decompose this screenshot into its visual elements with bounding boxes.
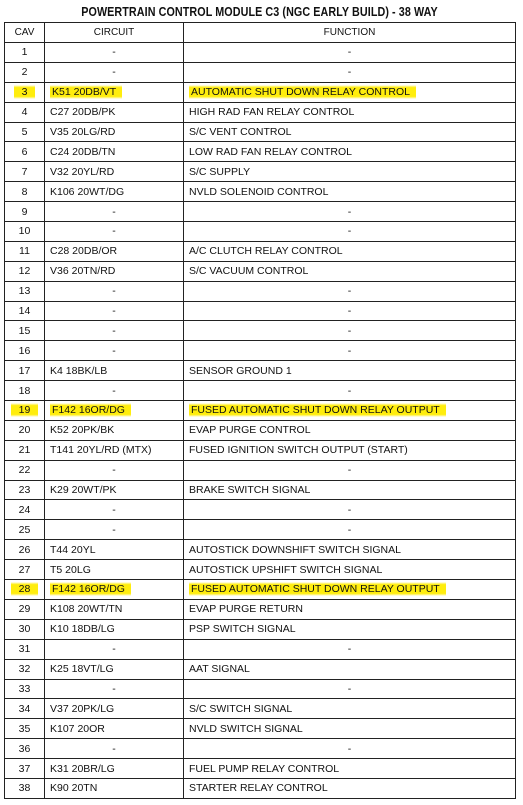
cav-cell [5,261,45,281]
cav-cell [5,162,45,182]
cav-cell [5,241,45,261]
cav-cell [5,500,45,520]
cav-cell-text: 34 [18,702,31,715]
table-row [5,321,516,341]
function-cell-text: BRAKE SWITCH SIGNAL [189,484,311,497]
table-row [5,202,516,222]
function-cell-text: AAT SIGNAL [189,663,250,676]
function-cell [184,679,516,699]
cav-cell-text: 9 [21,205,28,218]
circuit-cell-text: K108 20WT/TN [50,603,123,616]
cav-cell-text: 28 [11,582,39,596]
table-row [5,639,516,659]
table-row [5,560,516,580]
header-circuit: CIRCUIT [45,23,184,43]
circuit-cell [45,420,184,440]
cav-cell [5,82,45,102]
table-row [5,719,516,739]
circuit-cell [45,440,184,460]
function-cell [184,401,516,421]
function-cell-text: HIGH RAD FAN RELAY CONTROL [189,106,355,119]
function-cell-text: S/C VACUUM CONTROL [189,265,309,278]
cav-cell [5,699,45,719]
function-cell [184,460,516,480]
circuit-cell-text: - [112,523,116,536]
cav-cell-text: 24 [18,503,31,516]
table-row [5,301,516,321]
circuit-cell [45,679,184,699]
cav-cell [5,301,45,321]
circuit-cell-text: V36 20TN/RD [50,265,116,278]
circuit-cell [45,739,184,759]
circuit-cell-text: - [112,344,116,357]
function-cell-text: PSP SWITCH SIGNAL [189,623,296,636]
circuit-cell-text: C28 20DB/OR [50,245,118,258]
function-cell-text: AUTOMATIC SHUT DOWN RELAY CONTROL [189,85,416,99]
circuit-cell [45,460,184,480]
circuit-cell [45,122,184,142]
cav-cell-text: 30 [18,623,31,636]
function-cell-text: EVAP PURGE RETURN [189,603,303,616]
cav-cell-text: 37 [18,762,31,775]
cav-cell-text: 35 [18,722,31,735]
cav-cell-text: 11 [19,245,30,258]
function-cell [184,540,516,560]
circuit-cell [45,759,184,779]
table-row [5,440,516,460]
circuit-cell-text: - [112,46,116,59]
table-row [5,679,516,699]
function-cell-text: SENSOR GROUND 1 [189,364,292,377]
function-cell [184,440,516,460]
cav-cell-text: 12 [18,265,31,278]
circuit-cell [45,43,184,63]
circuit-cell [45,659,184,679]
circuit-cell [45,162,184,182]
cav-cell-text: 36 [18,742,31,755]
function-cell [184,560,516,580]
circuit-cell [45,520,184,540]
circuit-cell-text: T141 20YL/RD (MTX) [50,444,152,457]
cav-cell-text: 21 [18,444,31,457]
circuit-cell-text: V32 20YL/RD [50,165,115,178]
circuit-cell [45,241,184,261]
cav-cell [5,222,45,242]
circuit-cell-text: F142 16OR/DG [50,582,131,596]
circuit-cell-text: K90 20TN [50,782,98,795]
cav-cell [5,62,45,82]
cav-cell-text: 2 [21,66,28,79]
circuit-cell [45,361,184,381]
circuit-cell-text: K29 20WT/PK [50,484,117,497]
cav-cell-text: 13 [18,285,31,298]
function-cell [184,122,516,142]
circuit-cell-text: - [112,643,116,656]
cav-cell [5,759,45,779]
function-cell-text: S/C VENT CONTROL [189,126,292,138]
circuit-cell [45,341,184,361]
table-row [5,480,516,500]
function-cell [184,520,516,540]
function-cell [184,639,516,659]
table-row [5,401,516,421]
cav-cell [5,401,45,421]
circuit-cell-text: - [112,225,116,238]
circuit-cell-text: - [112,324,116,337]
cav-cell [5,639,45,659]
cav-cell-text: 38 [18,782,31,795]
cav-cell-text: 16 [18,344,31,357]
cav-cell [5,43,45,63]
function-cell-text: NVLD SWITCH SIGNAL [189,722,303,735]
table-row [5,759,516,779]
table-row [5,341,516,361]
function-cell [184,739,516,759]
function-cell [184,241,516,261]
function-cell-text: - [347,66,352,79]
circuit-cell [45,381,184,401]
function-cell-text: - [347,205,352,218]
function-cell [184,62,516,82]
table-row [5,122,516,142]
table-row [5,361,516,381]
circuit-cell [45,719,184,739]
function-cell [184,341,516,361]
cav-cell [5,719,45,739]
circuit-cell [45,182,184,202]
table-row [5,222,516,242]
circuit-cell [45,142,184,162]
table-row [5,142,516,162]
circuit-cell-text: K51 20DB/VT [50,85,122,99]
function-cell [184,182,516,202]
cav-cell-text: 33 [18,682,31,695]
function-cell-text: - [347,305,352,318]
table-row [5,420,516,440]
function-cell [184,599,516,619]
cav-cell-text: 8 [21,185,28,198]
table-row [5,43,516,63]
table-row [5,102,516,122]
function-cell-text: FUSED IGNITION SWITCH OUTPUT (START) [189,444,408,457]
table-row [5,540,516,560]
circuit-cell [45,62,184,82]
cav-cell [5,480,45,500]
table-row [5,62,516,82]
function-cell [184,142,516,162]
cav-cell-text: 14 [18,305,31,318]
circuit-cell-text: K106 20WT/DG [50,185,125,198]
table-row [5,460,516,480]
cav-cell [5,440,45,460]
function-cell [184,162,516,182]
function-cell-text: LOW RAD FAN RELAY CONTROL [189,145,352,158]
table-body [5,43,516,799]
circuit-cell [45,778,184,798]
circuit-cell [45,401,184,421]
cav-cell [5,560,45,580]
function-cell-text: - [347,285,352,298]
cav-cell [5,142,45,162]
cav-cell [5,361,45,381]
table-row [5,500,516,520]
function-cell [184,361,516,381]
cav-cell [5,679,45,699]
circuit-cell [45,202,184,222]
table-row [5,699,516,719]
circuit-cell-text: - [112,464,116,477]
function-cell-text: FUSED AUTOMATIC SHUT DOWN RELAY OUTPUT [189,582,446,596]
circuit-cell-text: - [112,66,116,79]
circuit-cell [45,102,184,122]
cav-cell-text: 10 [18,225,31,238]
circuit-cell-text: V37 20PK/LG [50,702,115,715]
cav-cell [5,580,45,600]
circuit-cell [45,639,184,659]
function-cell [184,43,516,63]
table-row [5,778,516,798]
function-cell-text: FUSED AUTOMATIC SHUT DOWN RELAY OUTPUT [189,403,446,417]
cav-cell [5,321,45,341]
cav-cell-text: 15 [18,324,31,337]
cav-cell-text: 4 [21,106,28,119]
circuit-cell-text: K25 18VT/LG [50,663,114,676]
function-cell-text: NVLD SOLENOID CONTROL [189,185,329,198]
circuit-cell [45,222,184,242]
table-row [5,261,516,281]
circuit-cell [45,301,184,321]
function-cell [184,580,516,600]
circuit-cell-text: C27 20DB/PK [50,106,116,119]
cav-cell [5,599,45,619]
function-cell [184,281,516,301]
circuit-cell [45,599,184,619]
function-cell [184,202,516,222]
circuit-cell [45,699,184,719]
table-row [5,659,516,679]
cav-cell [5,281,45,301]
function-cell [184,659,516,679]
circuit-cell [45,580,184,600]
cav-cell-text: 1 [21,46,28,59]
function-cell-text: - [347,643,352,656]
cav-cell [5,520,45,540]
function-cell-text: S/C SWITCH SIGNAL [189,702,293,715]
function-cell-text: FUEL PUMP RELAY CONTROL [189,762,340,775]
table-row [5,739,516,759]
cav-cell [5,202,45,222]
cav-cell-text: 25 [18,523,31,536]
function-cell [184,778,516,798]
circuit-cell-text: - [112,205,116,218]
table-row [5,162,516,182]
function-cell-text: - [347,742,352,755]
circuit-cell [45,281,184,301]
cav-cell-text: 18 [18,384,31,397]
circuit-cell-text: - [112,305,116,318]
cav-cell [5,619,45,639]
circuit-cell [45,480,184,500]
cav-cell-text: 7 [21,165,28,178]
function-cell-text: STARTER RELAY CONTROL [189,782,328,795]
function-cell [184,381,516,401]
function-cell [184,480,516,500]
table-row [5,241,516,261]
table-row [5,580,516,600]
cav-cell [5,778,45,798]
cav-cell-text: 3 [14,85,36,99]
circuit-cell-text: - [112,384,116,397]
cav-cell [5,182,45,202]
cav-cell-text: 31 [18,643,31,656]
cav-cell-text: 6 [21,145,28,158]
function-cell-text: - [347,46,352,59]
header-function: FUNCTION [184,23,516,43]
circuit-cell-text: V35 20LG/RD [50,126,116,138]
table-row [5,520,516,540]
cav-cell [5,102,45,122]
cav-cell-text: 26 [18,543,31,556]
circuit-cell-text: K31 20BR/LG [50,762,115,775]
circuit-cell-text: - [112,742,116,755]
function-cell-text: A/C CLUTCH RELAY CONTROL [189,245,343,258]
circuit-cell [45,540,184,560]
function-cell [184,420,516,440]
page-title: POWERTRAIN CONTROL MODULE C3 (NGC EARLY BUILD) - 38 WAY [81,5,438,19]
function-cell [184,719,516,739]
function-cell [184,222,516,242]
cav-cell-text: 27 [18,563,31,576]
circuit-cell-text: C24 20DB/TN [50,145,116,158]
cav-cell [5,659,45,679]
header-row [5,23,516,43]
table-row [5,599,516,619]
table-row [5,381,516,401]
circuit-cell-text: F142 16OR/DG [50,403,131,417]
function-cell-text: AUTOSTICK UPSHIFT SWITCH SIGNAL [189,563,383,576]
circuit-cell-text: - [112,285,116,298]
cav-cell-text: 5 [21,126,28,138]
function-cell [184,82,516,102]
header-cav: CAV [5,23,45,43]
function-cell-text: - [347,225,352,238]
function-cell-text: S/C SUPPLY [189,165,251,178]
pinout-table [4,22,516,799]
function-cell-text: - [347,384,352,397]
cav-cell [5,381,45,401]
table-row [5,82,516,102]
function-cell [184,102,516,122]
circuit-cell [45,619,184,639]
circuit-cell-text: K107 20OR [50,722,105,735]
cav-cell-text: 19 [11,403,39,417]
function-cell [184,759,516,779]
circuit-cell [45,321,184,341]
circuit-cell-text: T5 20LG [50,563,91,576]
cav-cell [5,420,45,440]
cav-cell [5,122,45,142]
table-row [5,182,516,202]
table-row [5,619,516,639]
function-cell-text: - [347,682,352,695]
cav-cell-text: 20 [18,424,31,437]
circuit-cell [45,261,184,281]
cav-cell [5,739,45,759]
cav-cell-text: 32 [18,663,31,676]
cav-cell [5,341,45,361]
function-cell-text: EVAP PURGE CONTROL [189,424,311,437]
circuit-cell-text: K10 18DB/LG [50,623,115,636]
function-cell-text: - [347,503,352,516]
cav-cell [5,460,45,480]
circuit-cell [45,560,184,580]
function-cell-text: AUTOSTICK DOWNSHIFT SWITCH SIGNAL [189,543,401,556]
circuit-cell-text: - [112,682,116,695]
function-cell-text: - [347,523,352,536]
function-cell [184,321,516,341]
function-cell [184,699,516,719]
cav-cell-text: 23 [18,484,31,497]
table-row [5,281,516,301]
cav-cell [5,540,45,560]
circuit-cell-text: T44 20YL [50,543,96,556]
function-cell [184,500,516,520]
cav-cell-text: 17 [18,364,31,377]
function-cell-text: - [347,464,352,477]
function-cell [184,619,516,639]
function-cell-text: - [347,344,352,357]
function-cell-text: - [347,324,352,337]
function-cell [184,301,516,321]
circuit-cell [45,500,184,520]
cav-cell-text: 29 [18,603,31,616]
table-header [5,23,516,43]
circuit-cell [45,82,184,102]
function-cell [184,261,516,281]
cav-cell-text: 22 [18,464,31,477]
circuit-cell-text: - [112,503,116,516]
circuit-cell-text: K52 20PK/BK [50,424,115,437]
circuit-cell-text: K4 18BK/LB [50,364,108,377]
